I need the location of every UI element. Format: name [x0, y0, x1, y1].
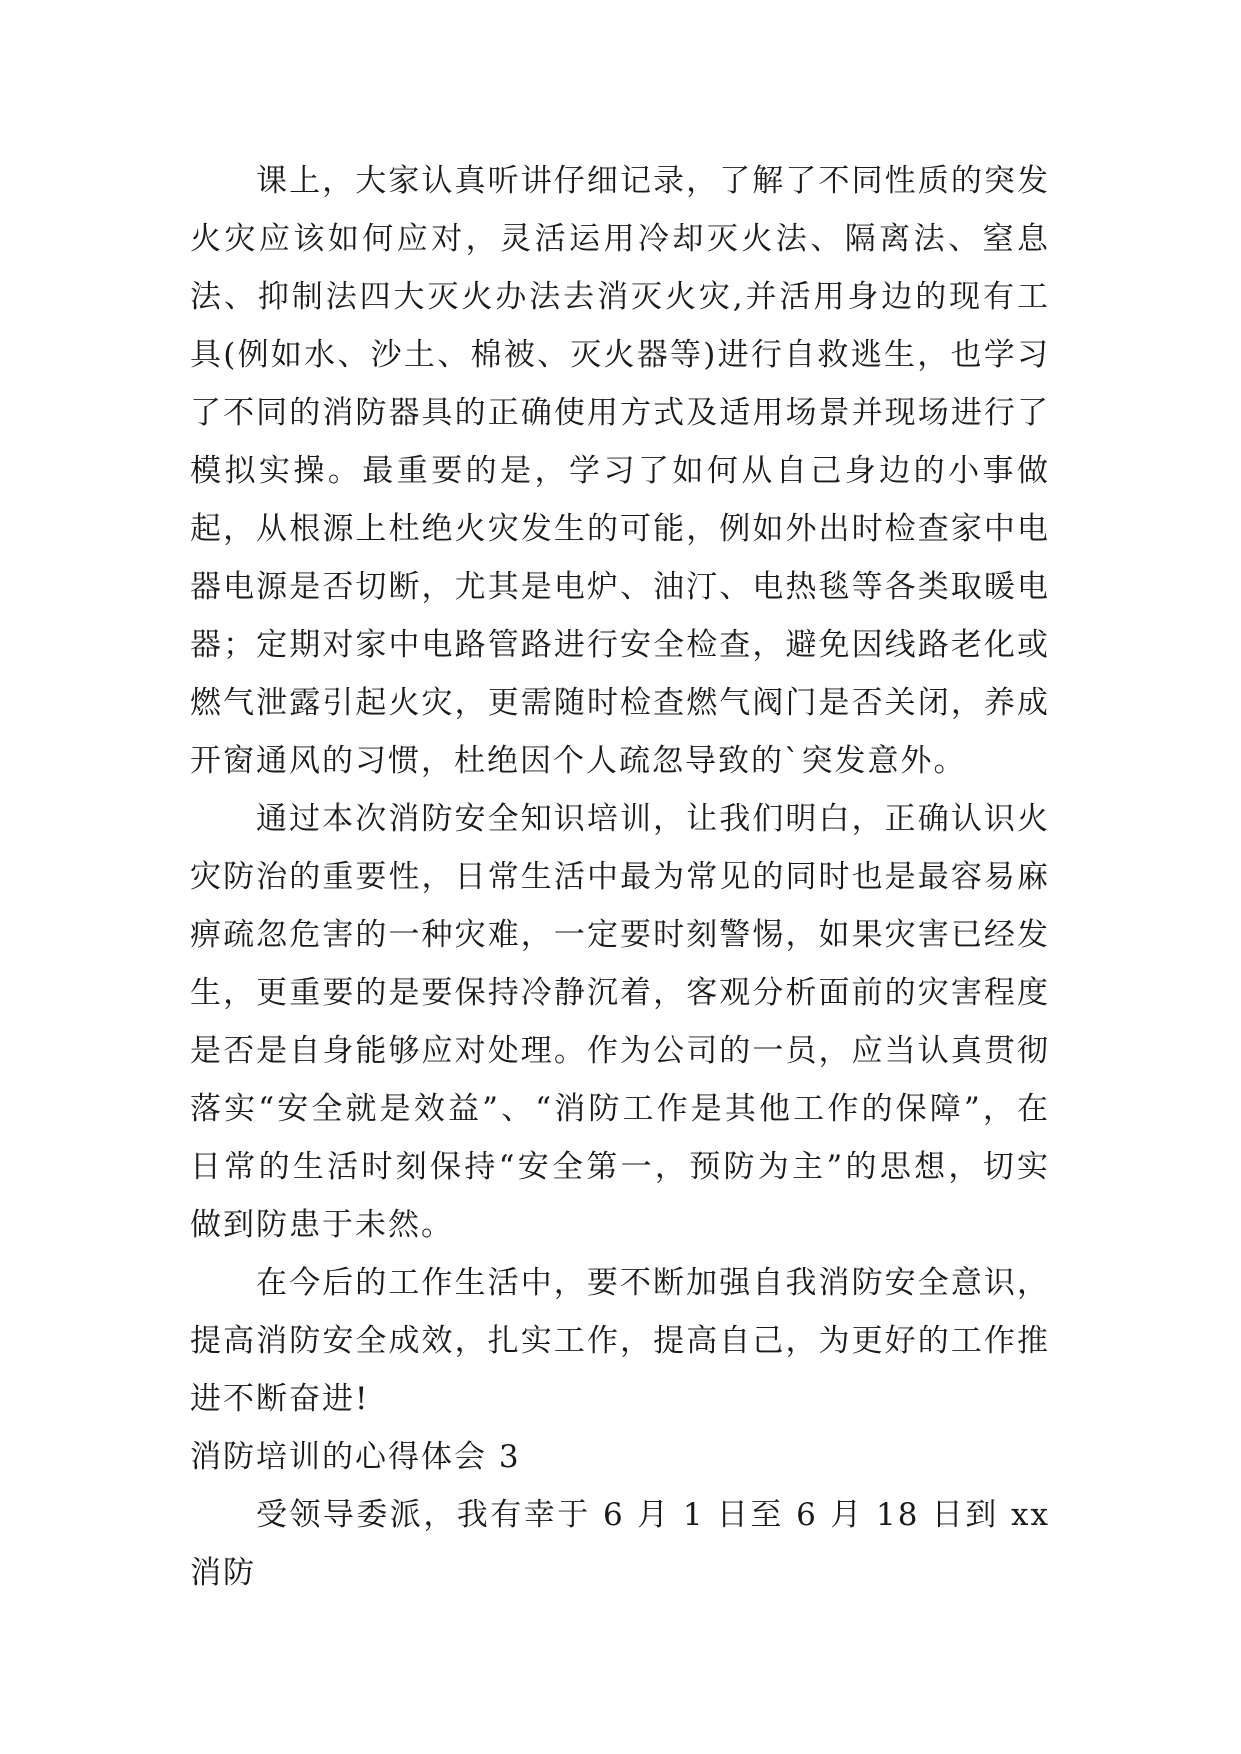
paragraph-2: 通过本次消防安全知识培训，让我们明白，正确认识火灾防治的重要性，日常生活中最为常见的同时也是最容易麻痹疏忽危害的一种灾难，一定要时刻警惕，如果灾害已经发生，更重要的是要保持冷静沉着，客观分析面前的灾害程度是否是自身能够应对处理。作为公司的一员，应当认真贯彻落实“安全就是效益”、“消防工作是其他工作的保障”，在日常的生活时刻保持“安全第一，预防为主”的思想，切实做到防患于未然。	[190, 801, 1050, 1243]
document-page	[190, 152, 1050, 1602]
paragraph-4: 受领导委派，我有幸于 6 月 1 日至 6 月 18 日到 xx 消防	[190, 1497, 1050, 1591]
paragraph-1: 课上，大家认真听讲仔细记录，了解了不同性质的突发火灾应该如何应对，灵活运用冷却灭火法、隔离法、窒息法、抑制法四大灭火办法去消灭火灾,并活用身边的现有工具(例如水、沙土、棉被、灭火器等)进行自救逃生，也学习了不同的消防器具的正确使用方式及适用场景并现场进行了模拟实操。最重要的是，学习了如何从自己身边的小事做起，从根源上杜绝火灾发生的可能，例如外出时检查家中电器电源是否切断，尤其是电炉、油汀、电热毯等各类取暖电器；定期对家中电路管路进行安全检查，避免因线路老化或燃气泄露引起火灾，更需随时检查燃气阀门是否关闭，养成开窗通风的习惯，杜绝因个人疏忽导致的`突发意外。	[190, 163, 1050, 779]
section-heading: 消防培训的心得体会 3	[190, 1439, 521, 1475]
paragraph-3: 在今后的工作生活中，要不断加强自我消防安全意识，提高消防安全成效，扎实工作，提高自己，为更好的工作推进不断奋进!	[190, 1265, 1050, 1417]
